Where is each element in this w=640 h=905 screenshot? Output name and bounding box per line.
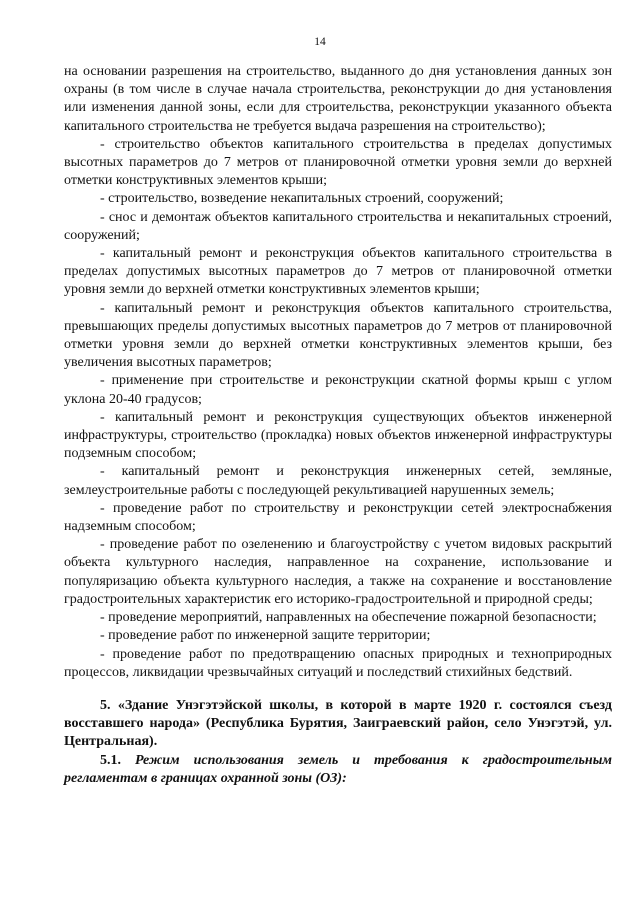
list-item: - проведение работ по инженерной защите территории; xyxy=(100,628,431,644)
list-item: - проведение работ по озеленению и благоустройству с учетом видовых раскрытий объекта культурного наследия, направленное на сохранение, использование и популяризацию объекта культурного наследия, а также на сохранение и восстановление градостроительных характеристик его историко-градостроительной и природной среды; xyxy=(64,537,612,607)
subsection-heading xyxy=(64,752,612,788)
page-number: 14 xyxy=(314,36,326,48)
list-item: - проведение мероприятий, направленных на обеспечение пожарной безопасности; xyxy=(100,610,597,626)
list-item: - капитальный ремонт и реконструкция существующих объектов инженерной инфраструктуры, строительство (прокладка) новых объектов инженерной инфраструктуры подземным способом; xyxy=(64,409,612,462)
subsection-text: Режим использования земель и требования к градостроительным регламентам в границах охранной зоны (ОЗ): xyxy=(64,752,613,786)
list-item: - капитальный ремонт и реконструкция объектов капитального строительства в пределах допустимых высотных параметров до 7 метров от планировочной отметки уровня земли до верхней отметки конструктивных элементов крыши; xyxy=(64,246,612,298)
document-body xyxy=(64,63,612,788)
intro-paragraph: на основании разрешения на строительство, выданного до дня установления данных зон охраны (в том числе в случае начала строительства, реконструкции до дня установления или изменения данной зоны, если для строительства, реконструкции указанного объекта капитального строительства не требуется выдача разрешения на строительство); xyxy=(64,64,612,134)
list-item: - строительство объектов капитального строительства в пределах допустимых высотных параметров до 7 метров от планировочной отметки уровня земли до верхней отметки конструктивных элементов крыши; xyxy=(64,136,612,189)
list-item: - применение при строительстве и реконструкции скатной формы крыш с углом уклона 20-40 градусов; xyxy=(64,373,612,407)
list-item: - проведение работ по строительству и реконструкции сетей электроснабжения надземным способом; xyxy=(64,500,612,535)
list-item: - капитальный ремонт и реконструкция инженерных сетей, земляные, землеустроительные работы с последующей рекультивацией нарушенных земель; xyxy=(64,464,612,498)
section-heading: 5. «Здание Унэгэтэйской школы, в которой в марте 1920 г. состоялся съезд восставшего народа» (Республика Бурятия, Заиграевский район, село Унэгэтэй, ул. Центральная). xyxy=(64,697,612,750)
list-item: - капитальный ремонт и реконструкция объектов капитального строительства, превышающих пределы допустимых высотных параметров до 7 метров от планировочной отметки уровня земли до верхней отметки конструктивных элементов крыши, без увеличения высотных параметров; xyxy=(64,300,612,371)
list-item: - снос и демонтаж объектов капитального строительства и некапитальных строений, сооружений; xyxy=(64,209,612,243)
list-item: - проведение работ по предотвращению опасных природных и техноприродных процессов, ликвидации чрезвычайных ситуаций и последствий стихийных бедствий. xyxy=(64,646,612,680)
list-item: - строительство, возведение некапитальных строений, сооружений; xyxy=(100,191,504,207)
subsection-number: 5.1. xyxy=(100,752,121,768)
